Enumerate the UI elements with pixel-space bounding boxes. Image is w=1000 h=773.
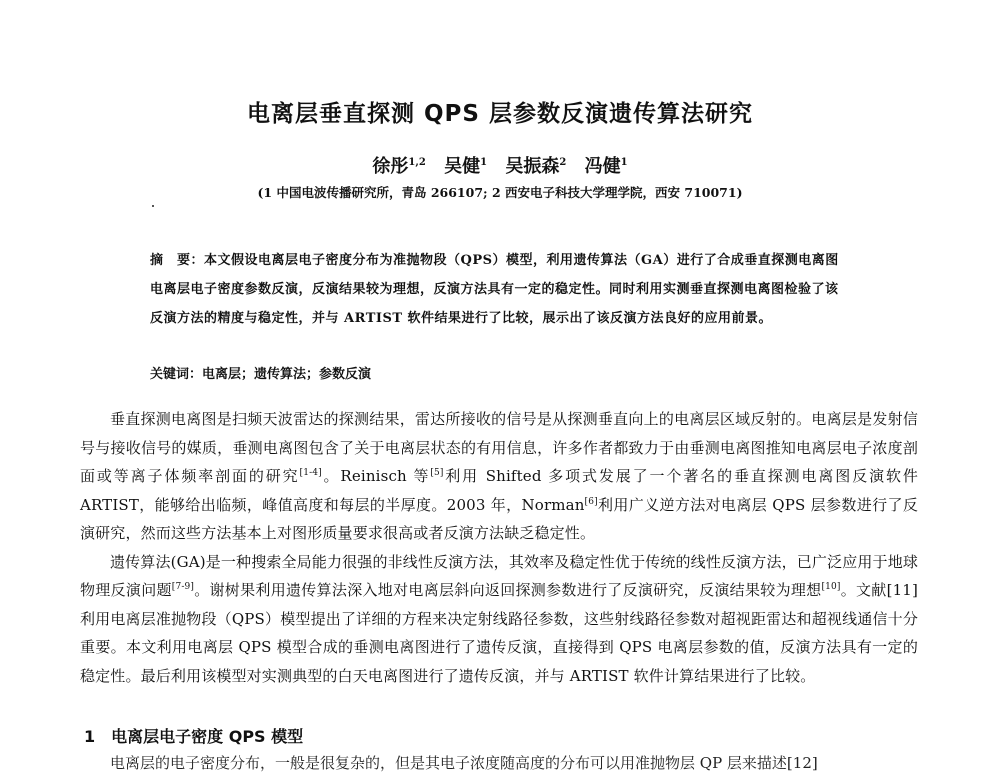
abstract-label: 摘 要： [150, 253, 205, 268]
citation: [6] [584, 496, 598, 507]
author-list [0, 152, 1000, 178]
citation: [7-9] [171, 582, 195, 592]
text-run: 遗传算法(GA)是一种搜索全局能力很强的非线性反演方法，其效率及稳定性优于传统的线性反演方法，已广泛应用于地球物理反演问题 [80, 552, 918, 599]
author [444, 156, 487, 177]
paper-title: 电离层垂直探测 QPS 层参数反演遗传算法研究 [247, 101, 753, 127]
body-text [80, 405, 918, 690]
author-name: 冯健 [584, 156, 621, 177]
author [585, 156, 628, 177]
author [505, 156, 566, 177]
author-name: 徐彤 [372, 156, 409, 177]
paragraph [80, 548, 918, 691]
section-title: 电离层电子密度 QPS 模型 [111, 727, 304, 746]
keywords-text: 电离层；遗传算法；参数反演 [202, 367, 372, 382]
section-heading [84, 724, 303, 747]
author-name: 吴健 [444, 156, 481, 177]
section-number: 1 [84, 727, 96, 746]
author-affiliation-marker: 1,2 [408, 157, 426, 168]
citation: [1-4] [299, 468, 322, 478]
text-run: 。谢树果利用遗传算法深入地对电离层斜向返回探测参数进行了反演研究，反演结果较为理想 [194, 581, 822, 599]
text-run: 垂直探测电离图是扫频天波雷达的探测结果，雷达所接收的信号是从探测垂直向上的电离层区域反射的。电离层是发射信号与接收信号的媒质，垂测电离图包含了关于电离层状态的有用信息，许多作者都致力于由垂测电离图推知电离层电子浓度剖面或等离子体频率剖面的研究 [80, 410, 918, 485]
text-run: 利用 Shifted 多项式发展了一个著名的垂直探测电离图反演软件 ARTIST，能够给出临频，峰值高度和每层的半厚度。2003 年，Norman [80, 467, 919, 514]
text-run: 。文献[11]利用电离层准抛物段（QPS）模型提出了详细的方程来决定射线路径参数，这些射线路径参数对超视距雷达和超视线通信十分重要。本文利用电离层 QPS 模型合成的垂测电离图进行了遗传反演，直接得到 QPS 电离层参数的值，反演方法具有一定的稳定性。最后利用该模型对实测典型的白天电离图进行了遗传反演，并与 ARTIST 软件计算结果进行了比较。 [80, 581, 919, 685]
text-run: 。Reinisch 等 [321, 467, 431, 485]
author-affiliation-marker: 2 [559, 157, 567, 168]
author-affiliation-marker: 1 [620, 157, 628, 168]
paragraph [80, 405, 918, 548]
abstract-text: 本文假设电离层电子密度分布为准抛物段（QPS）模型，利用遗传算法（GA）进行了合成垂直探测电离图电离层电子密度参数反演，反演结果较为理想，反演方法具有一定的稳定性。同时利用实测垂直探测电离图检验了该反演方法的精度与稳定性，并与 ARTIST 软件结果进行了比较，展示出了该反演方法良好的应用前景。 [150, 253, 839, 326]
citation: [10] [821, 582, 841, 592]
truncated-line: 电离层的电子密度分布，一般是很复杂的，但是其电子浓度随高度的分布可以用准抛物层 QP 层来描述[12] [110, 754, 818, 772]
author [372, 156, 425, 177]
scan-dot [152, 205, 154, 207]
author-affiliation-marker: 1 [480, 157, 488, 168]
text-run: 利用广义逆方法对电离层 QPS 层参数进行了反演研究，然而这些方法基本上对图形质量要求很高或者反演方法缺乏稳定性。 [80, 495, 918, 542]
abstract [150, 246, 845, 333]
citation: [5] [430, 468, 444, 478]
affiliation: (1 中国电波传播研究所，青岛 266107; 2 西安电子科技大学理学院，西安 710071) [257, 185, 743, 200]
keywords-label: 关键词： [150, 367, 203, 382]
keywords [150, 363, 371, 382]
author-name: 吴振森 [505, 156, 560, 177]
